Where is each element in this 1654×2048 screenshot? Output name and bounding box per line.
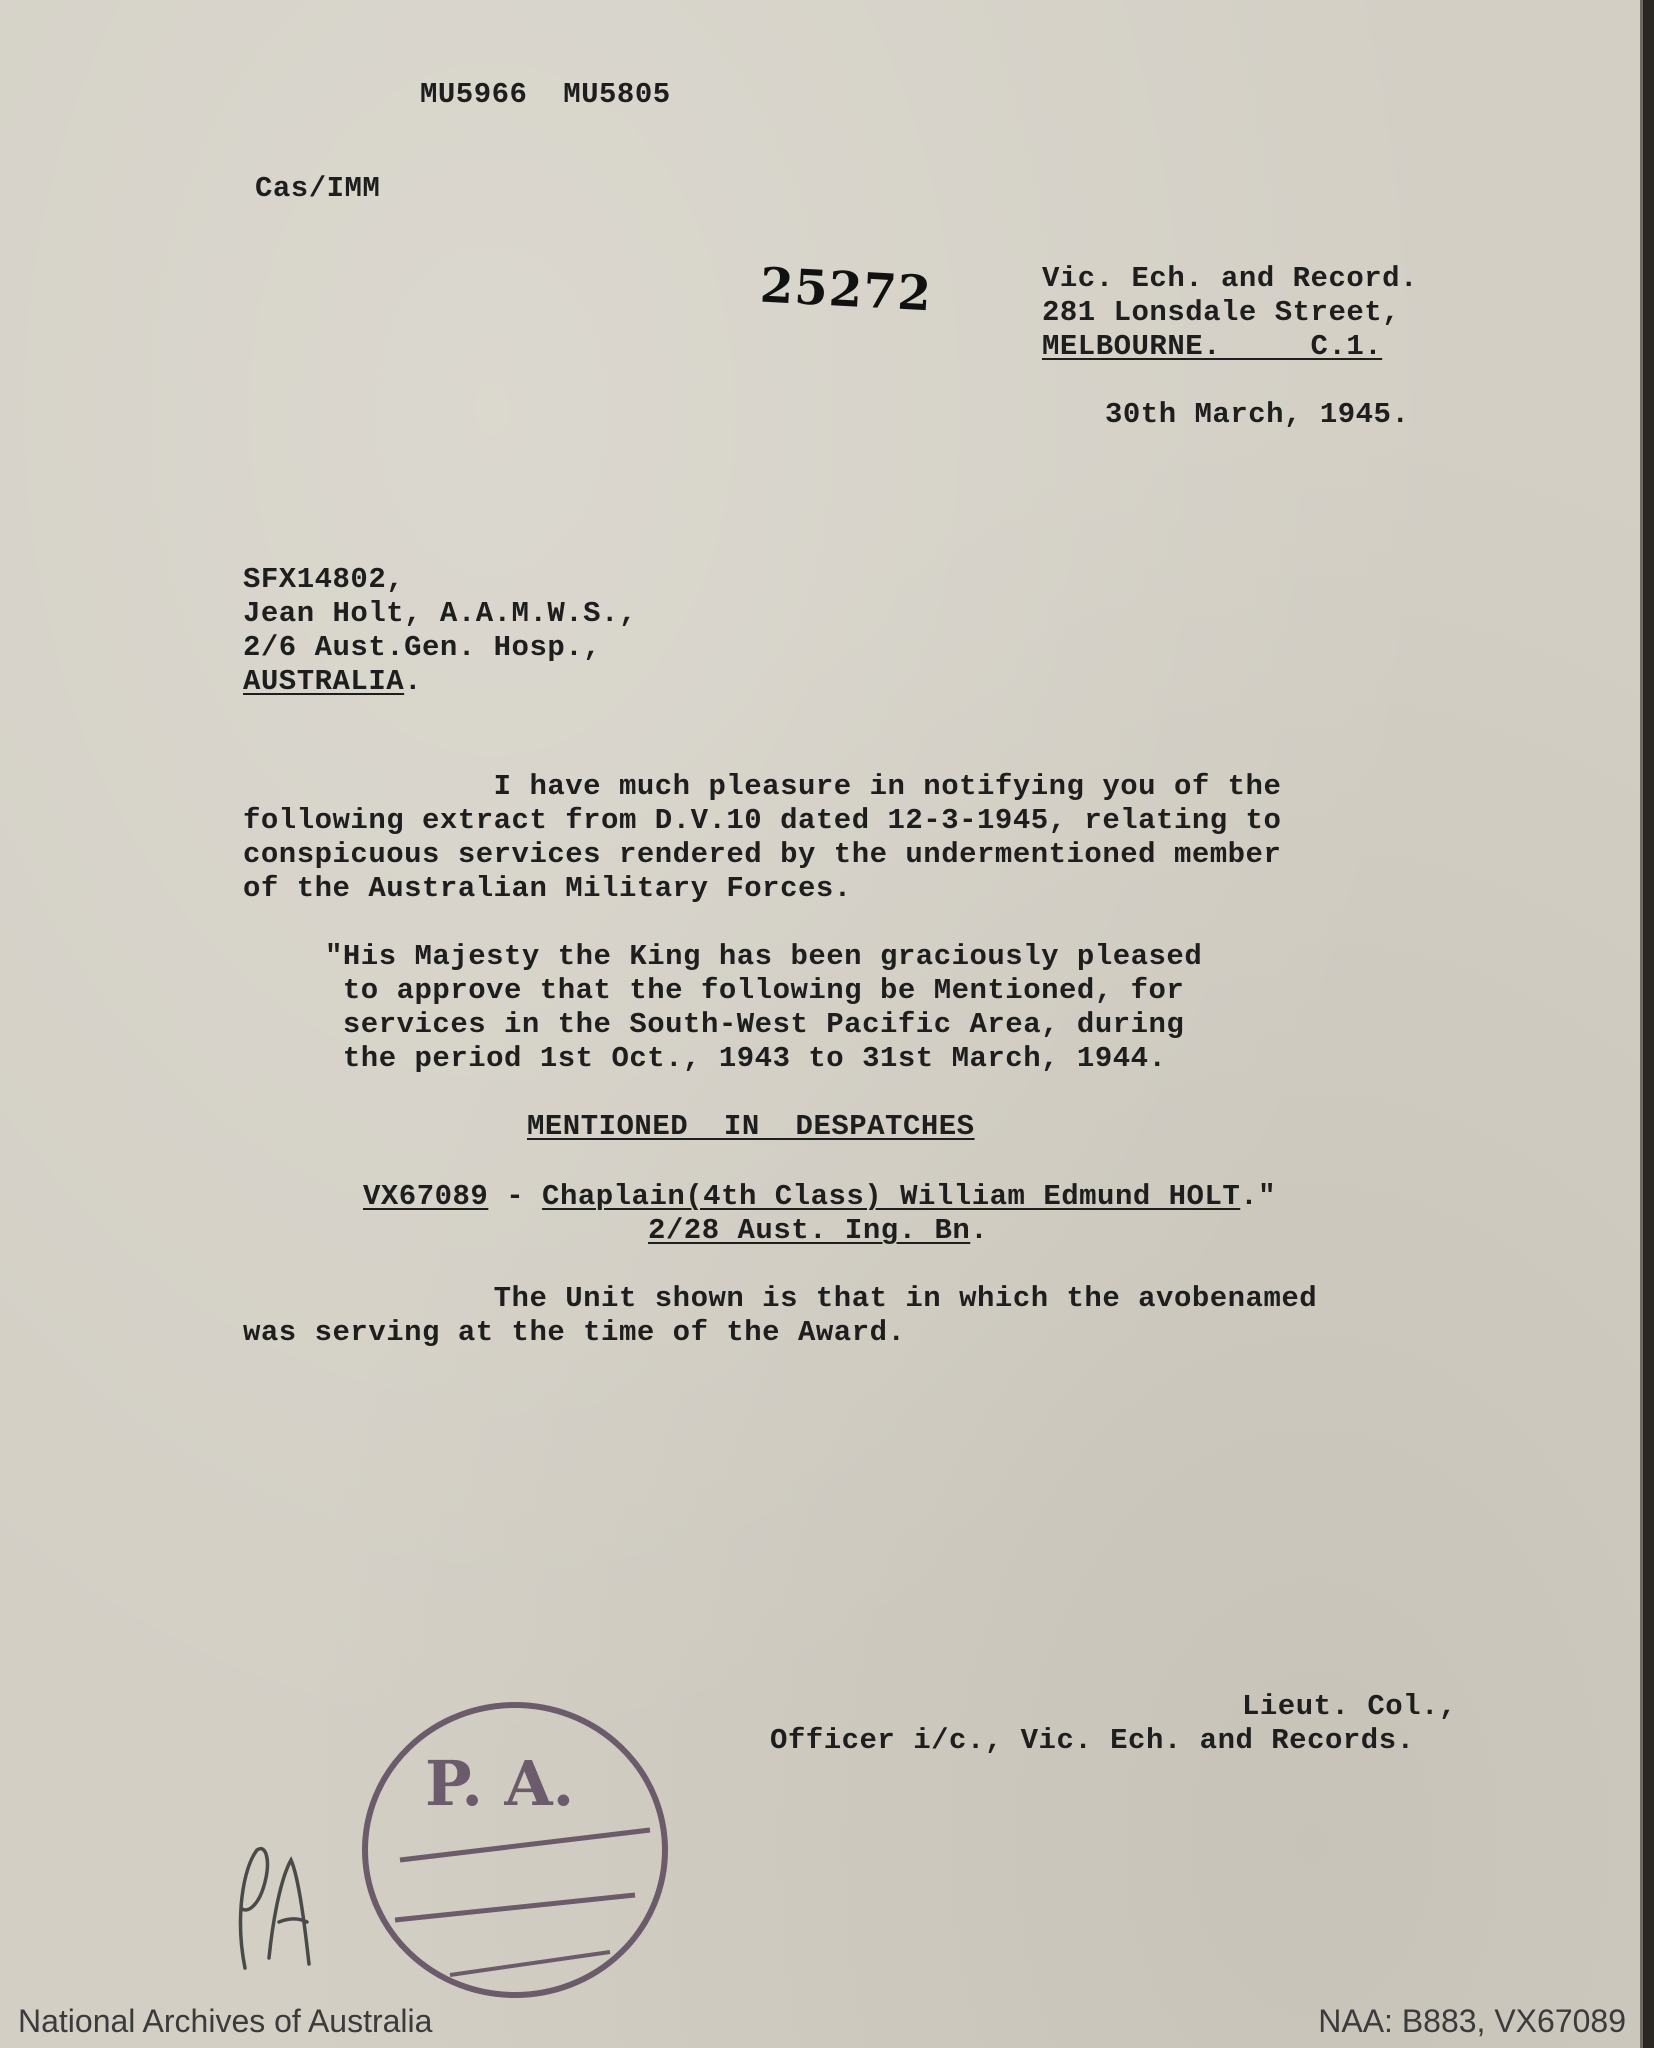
address-line-1: Vic. Ech. and Record.: [1042, 262, 1418, 295]
address-line-2: 281 Lonsdale Street,: [1042, 296, 1401, 329]
awardee-unit: 2/28 Aust. Ing. Bn: [648, 1214, 971, 1247]
recipient-line-4: AUSTRALIA.: [243, 665, 423, 698]
address-postcode: C.1.: [1310, 330, 1383, 363]
quote-line: services in the South-West Pacific Area, during: [325, 1008, 1185, 1041]
quote-line: "His Majesty the King has been graciously pleased: [325, 940, 1203, 973]
service-number: VX67089: [363, 1180, 489, 1213]
address-line-3: [1042, 330, 1382, 363]
recipient-line-1: SFX14802,: [243, 563, 405, 596]
quote-line: to approve that the following be Mentioned, for: [325, 974, 1185, 1007]
stamp-number: 25272: [758, 257, 934, 323]
section-heading: MENTIONED IN DESPATCHES: [527, 1110, 975, 1143]
award-line-2: 2/28 Aust. Ing. Bn.: [648, 1214, 989, 1247]
award-line-1: VX67089 - Chaplain(4th Class) William Edmund HOLT.": [363, 1180, 1277, 1213]
closing-line: The Unit shown is that in which the avobenamed: [243, 1282, 1318, 1315]
address-city: MELBOURNE.: [1042, 330, 1222, 363]
stamp-text: P. A.: [425, 1747, 575, 1820]
reference-numbers: MU5966 MU5805: [420, 78, 671, 111]
recipient-line-3: 2/6 Aust.Gen. Hosp.,: [243, 631, 602, 664]
footer-archive-name: National Archives of Australia: [18, 2003, 433, 2039]
recipient-country: AUSTRALIA: [243, 665, 405, 698]
body-line: following extract from D.V.10 dated 12-3-1945, relating to: [243, 804, 1282, 837]
quote-line: the period 1st Oct., 1943 to 31st March, 1944.: [325, 1042, 1167, 1075]
footer-reference: NAA: B883, VX67089: [1318, 2003, 1626, 2039]
signature-rank: Lieut. Col.,: [1242, 1690, 1457, 1723]
file-reference: Cas/IMM: [255, 172, 381, 205]
body-line: of the Australian Military Forces.: [243, 872, 852, 905]
body-line: I have much pleasure in notifying you of the: [243, 770, 1282, 803]
signature-title: Officer i/c., Vic. Ech. and Records.: [770, 1724, 1415, 1757]
recipient-line-2: Jean Holt, A.A.M.W.S.,: [243, 597, 637, 630]
awardee-name: Chaplain(4th Class) William Edmund HOLT: [542, 1180, 1241, 1213]
letter-date: 30th March, 1945.: [1105, 398, 1410, 431]
body-line: conspicuous services rendered by the undermentioned member: [243, 838, 1282, 871]
received-stamp: [355, 1690, 675, 2010]
initials-signature: [225, 1838, 325, 1988]
closing-line: was serving at the time of the Award.: [243, 1316, 906, 1349]
